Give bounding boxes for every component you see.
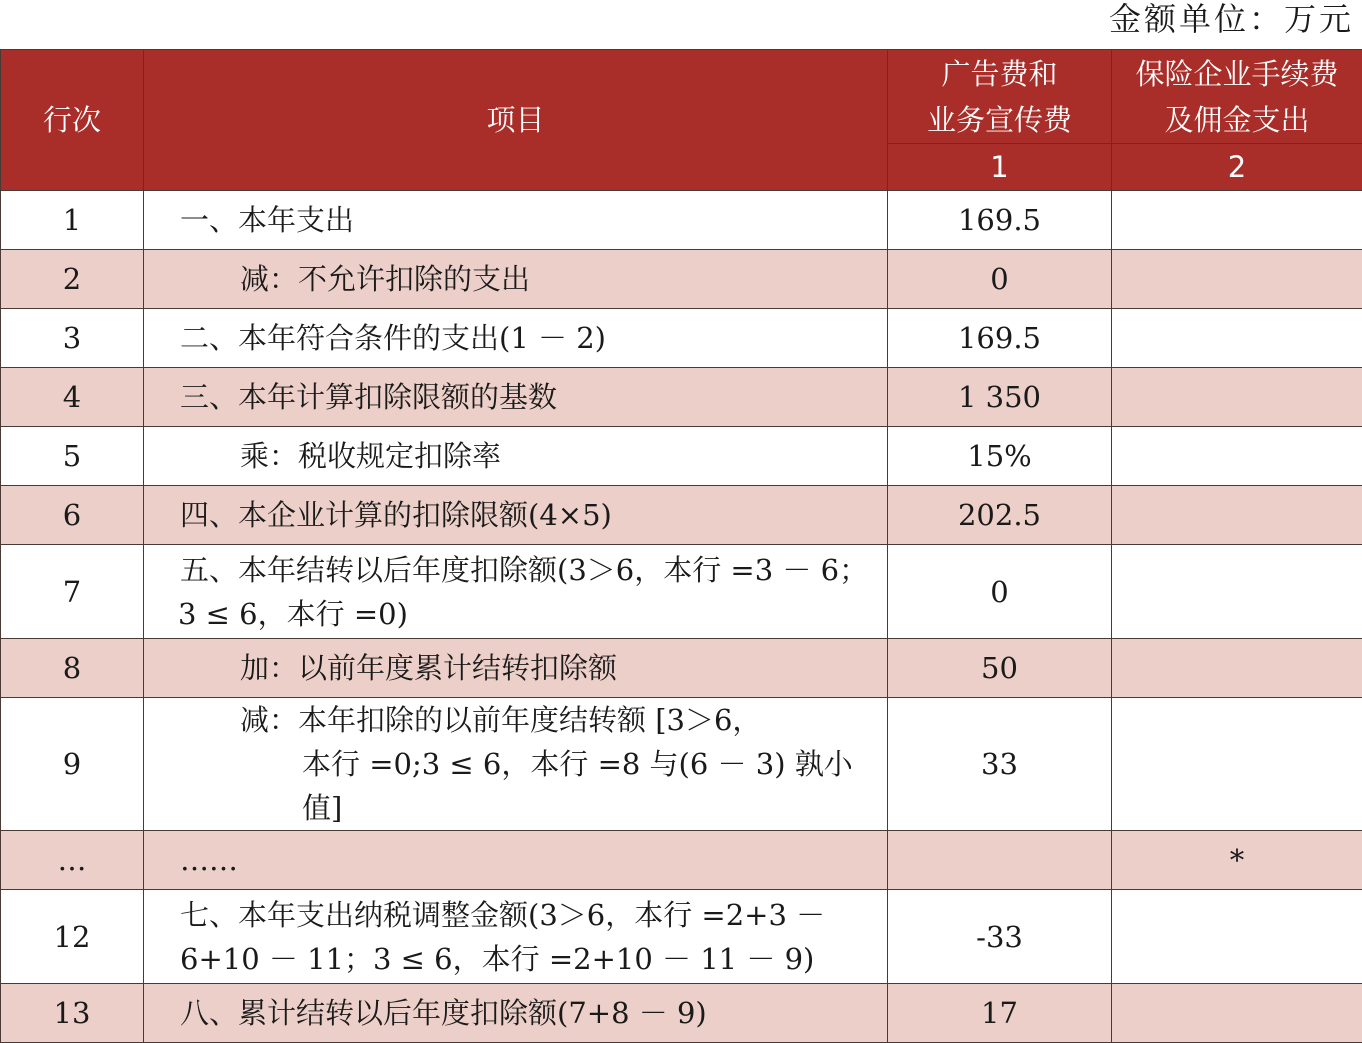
table-row [1, 309, 1362, 368]
header-col-b-line1: 保险企业手续费 [1112, 51, 1362, 97]
row-value-b [1112, 698, 1362, 831]
row-item: 加：以前年度累计结转扣除额 [144, 639, 888, 698]
row-item-line2: 本行 =0;3 ≤ 6，本行 =8 与(6 － 3) 孰小值] [240, 742, 887, 830]
table-row [1, 427, 1362, 486]
row-value-b [1112, 890, 1362, 984]
row-value-a [888, 831, 1112, 890]
header-col-b-line2: 及佣金支出 [1112, 97, 1362, 143]
header-row-no: 行次 [1, 50, 144, 191]
table-row [1, 639, 1362, 698]
row-value-b [1112, 639, 1362, 698]
row-value-b [1112, 368, 1362, 427]
unit-label: 金额单位：万元 [1109, 0, 1354, 44]
row-item: 八、累计结转以后年度扣除额(7+8 － 9) [144, 984, 888, 1043]
header-col-a-no: 1 [888, 144, 1112, 191]
row-item [144, 545, 888, 639]
row-no: 5 [1, 427, 144, 486]
row-no: 6 [1, 486, 144, 545]
row-item: 二、本年符合条件的支出(1 － 2) [144, 309, 888, 368]
header-item: 项目 [144, 50, 888, 191]
row-no: 8 [1, 639, 144, 698]
header-col-a-line1: 广告费和 [888, 51, 1111, 97]
header-col-b-no: 2 [1112, 144, 1362, 191]
row-value-a: 17 [888, 984, 1112, 1043]
row-no: 12 [1, 890, 144, 984]
row-value-a: 50 [888, 639, 1112, 698]
row-value-a: 169.5 [888, 309, 1112, 368]
table-row [1, 890, 1362, 984]
row-value-a: 1 350 [888, 368, 1112, 427]
row-item: …… [144, 831, 888, 890]
row-no: 3 [1, 309, 144, 368]
row-value-b [1112, 250, 1362, 309]
row-item [144, 698, 888, 831]
row-value-a: 0 [888, 250, 1112, 309]
row-item-line2: 6+10 － 11；3 ≤ 6，本行 =2+10 － 11 － 9) [180, 937, 887, 981]
row-value-a: 33 [888, 698, 1112, 831]
header-col-a [888, 50, 1112, 144]
row-value-a: 15% [888, 427, 1112, 486]
row-item: 四、本企业计算的扣除限额(4×5) [144, 486, 888, 545]
row-no: 2 [1, 250, 144, 309]
row-item-line2: 3 ≤ 6，本行 =0) [178, 592, 887, 636]
row-no: 4 [1, 368, 144, 427]
deduction-table [0, 49, 1362, 1043]
row-value-a: 169.5 [888, 191, 1112, 250]
row-no: 1 [1, 191, 144, 250]
table-row [1, 831, 1362, 890]
row-value-b [1112, 984, 1362, 1043]
row-value-b: * [1112, 831, 1362, 890]
table-row [1, 368, 1362, 427]
row-value-a: -33 [888, 890, 1112, 984]
row-item: 一、本年支出 [144, 191, 888, 250]
row-value-b [1112, 427, 1362, 486]
header-col-a-line2: 业务宣传费 [888, 97, 1111, 143]
row-item-line1: 减：本年扣除的以前年度结转额 [3＞6， [240, 698, 887, 742]
table-row [1, 191, 1362, 250]
table-row [1, 545, 1362, 639]
row-item-line1: 五、本年结转以后年度扣除额(3＞6，本行 =3 － 6； [180, 548, 887, 592]
table-row [1, 984, 1362, 1043]
row-item: 三、本年计算扣除限额的基数 [144, 368, 888, 427]
row-no: 7 [1, 545, 144, 639]
table-row [1, 486, 1362, 545]
row-item: 乘：税收规定扣除率 [144, 427, 888, 486]
header-col-b [1112, 50, 1362, 144]
row-item: 减：不允许扣除的支出 [144, 250, 888, 309]
row-no: 9 [1, 698, 144, 831]
row-value-b [1112, 191, 1362, 250]
row-value-b [1112, 486, 1362, 545]
table-row [1, 698, 1362, 831]
row-value-a: 0 [888, 545, 1112, 639]
table-row [1, 250, 1362, 309]
row-no: … [1, 831, 144, 890]
row-item [144, 890, 888, 984]
row-item-line1: 七、本年支出纳税调整金额(3＞6，本行 =2+3 － [180, 893, 887, 937]
row-value-a: 202.5 [888, 486, 1112, 545]
row-no: 13 [1, 984, 144, 1043]
row-value-b [1112, 309, 1362, 368]
row-value-b [1112, 545, 1362, 639]
